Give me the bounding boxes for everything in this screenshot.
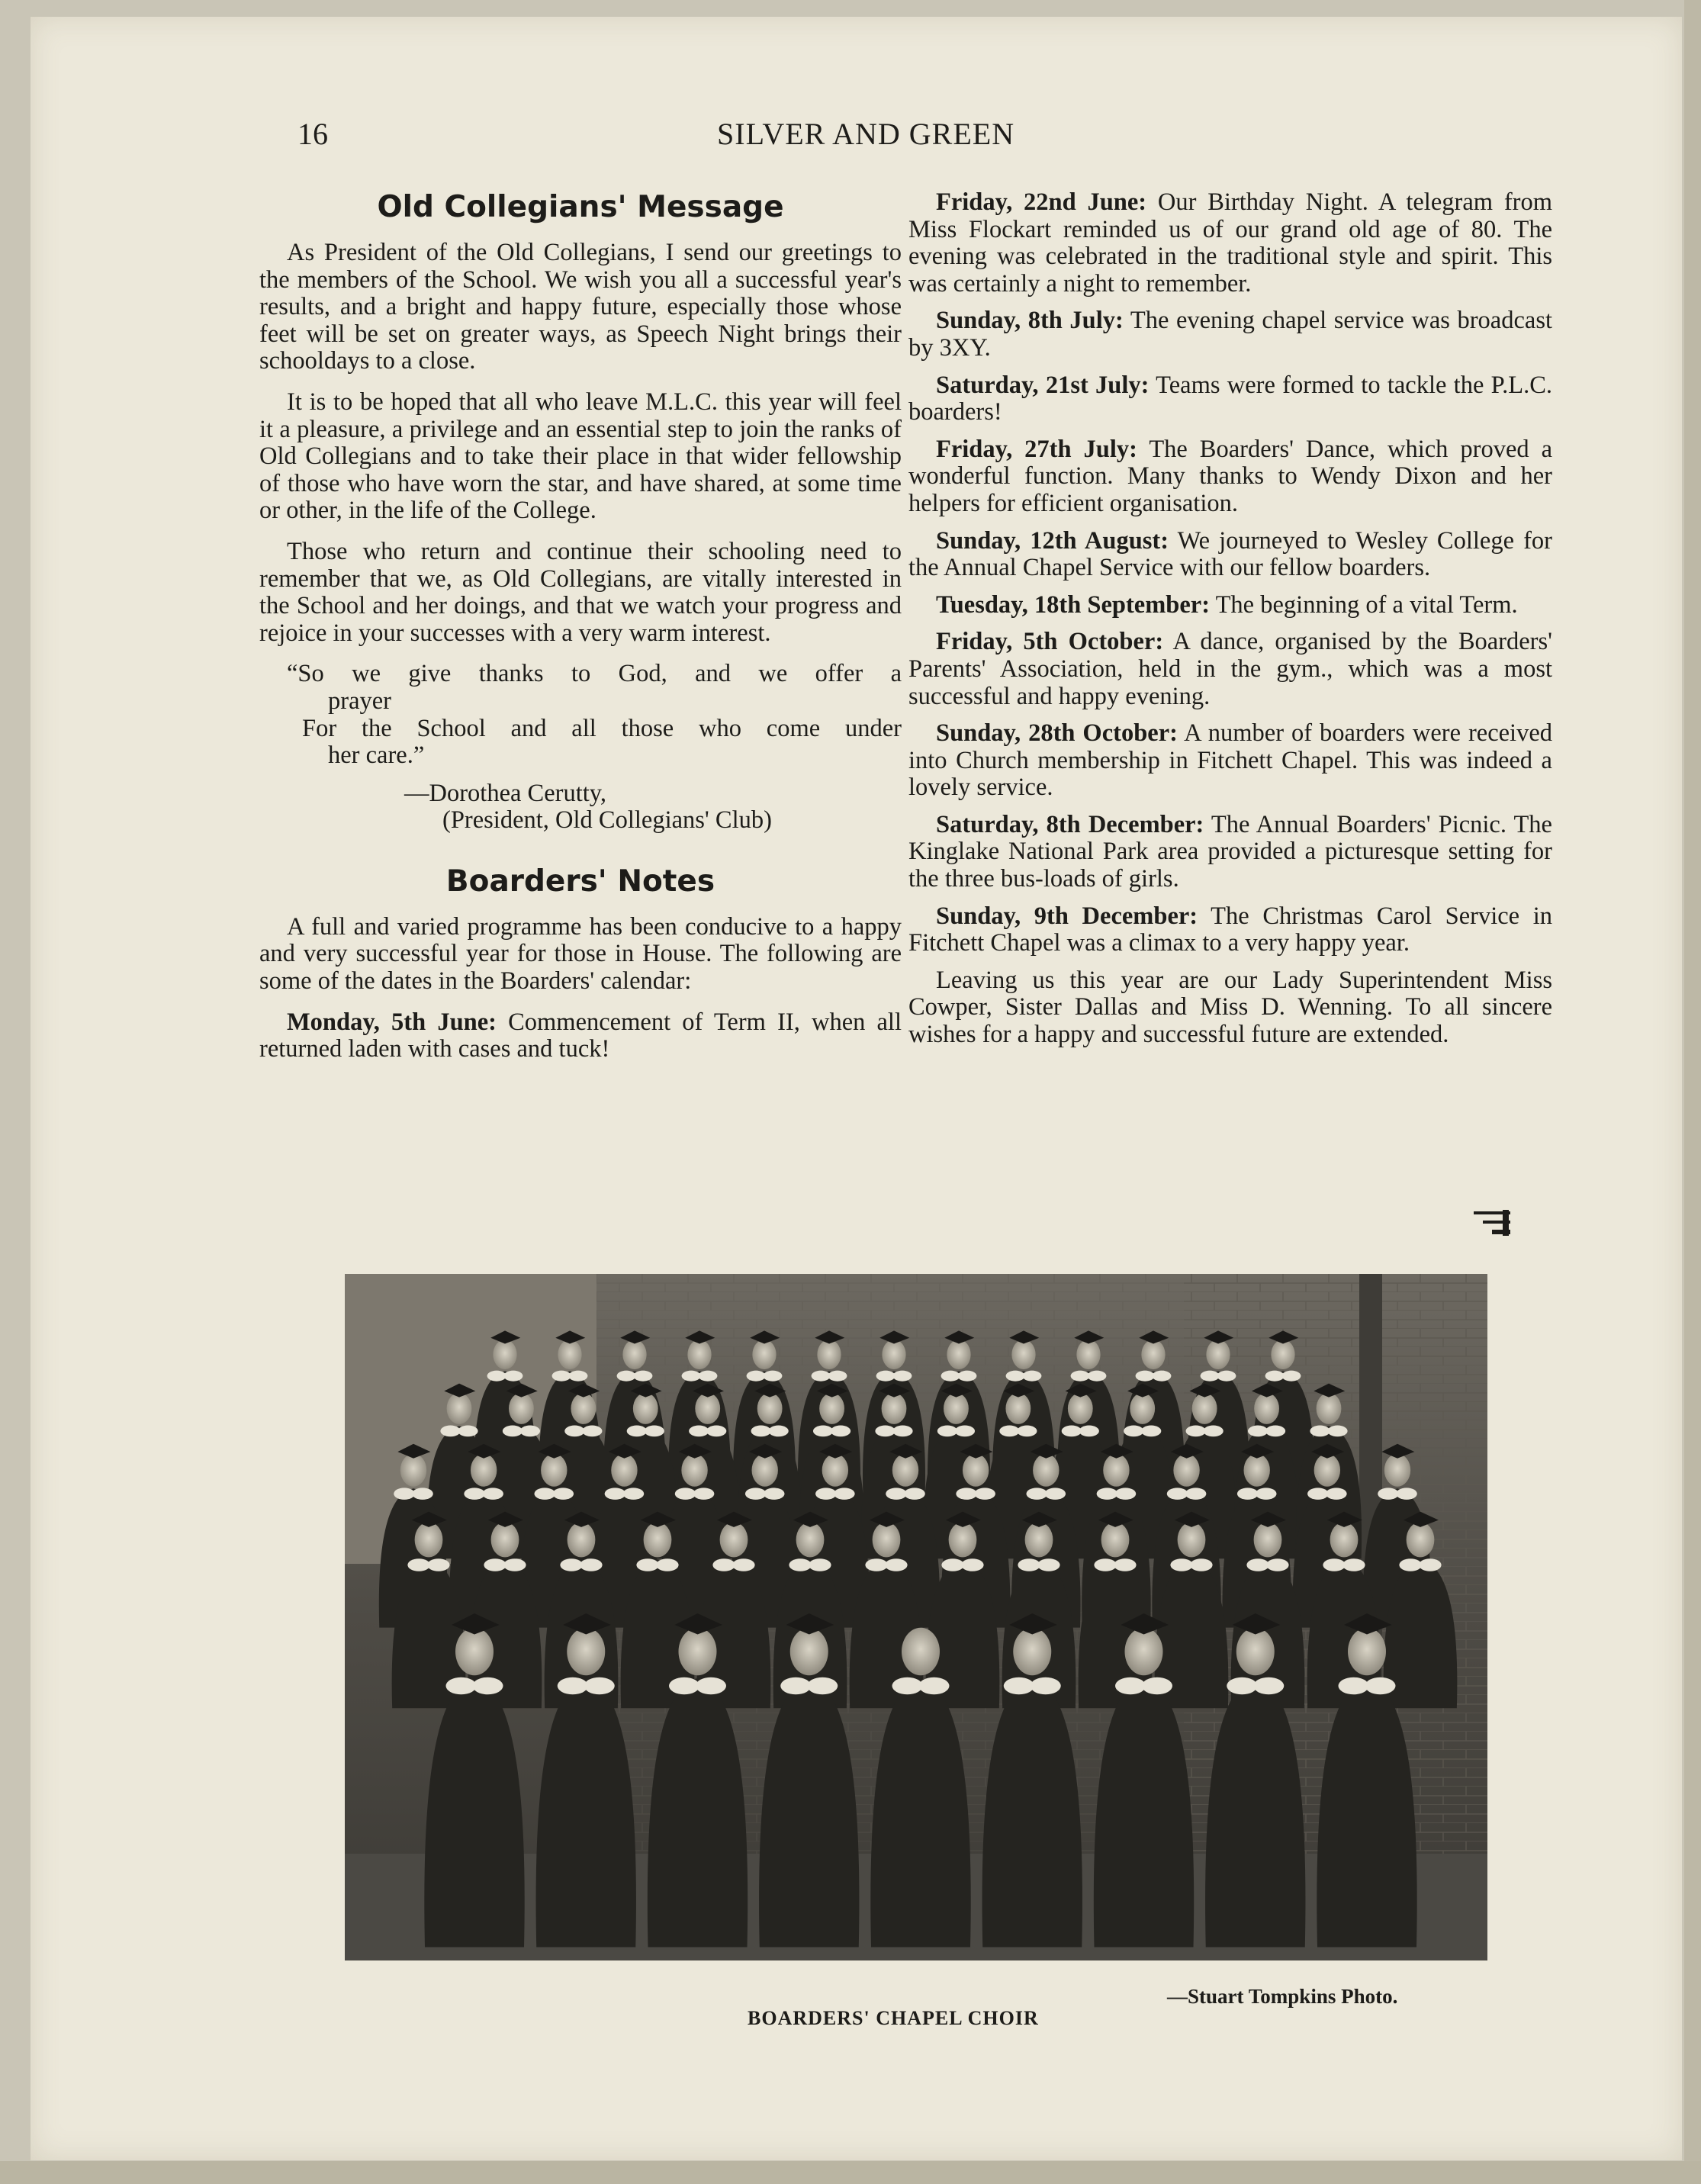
calendar-entry [259,1009,902,1063]
old-collegians-heading: Old Collegians' Message [377,190,784,224]
entry-date: Friday, 27th July: [936,435,1137,463]
entry-date: Sunday, 8th July: [936,307,1124,335]
scan-bottom-edge [0,2161,1701,2184]
calendar-entry [908,592,1552,619]
calendar-entry [908,812,1552,893]
entry-text: Teams were formed to tackle the P.L.C. boarders! [908,371,1553,426]
poem [259,661,902,769]
paragraph: Those who return and continue their schooling need to remember that we, as Old Collegians, are vitally interested in the School and her doings, and that we watch your progress and rejoice in your successes with a very warm interest. [259,537,902,647]
page-number: 16 [297,117,328,151]
entry-text: Our Birthday Night. A telegram from Miss Flockart reminded us of our grand old age of 80. The evening was celebrated in the traditional style and spirit. This was certainly a night to remember. [908,188,1552,298]
calendar-entry [908,436,1552,518]
entry-date: Sunday, 12th August: [936,526,1169,555]
entry-date: Friday, 22nd June: [936,188,1147,216]
entry-text: The beginning of a vital Term. [1210,590,1518,619]
poem-line: her care.” [328,741,425,770]
poem-line: prayer [328,687,391,715]
choir-photo-image [345,1274,1487,1960]
running-title: SILVER AND GREEN [717,117,1015,151]
end-mark-icon [1472,1207,1512,1242]
entry-date: Sunday, 28th October: [936,719,1178,748]
signature-role: (President, Old Collegians' Club) [442,806,772,835]
photo-caption: BOARDERS' CHAPEL CHOIR [748,2007,1039,2029]
entry-date: Saturday, 21st July: [936,371,1150,399]
entry-text: The Christmas Carol Service in Fitchett Chapel was a climax to a very happy year. [908,902,1552,957]
magazine-page [31,17,1682,2160]
left-column [259,189,902,1073]
entry-text: We journeyed to Wesley College for the Annual Chapel Service with our fellow boarders. [908,526,1552,582]
calendar-entry [908,720,1552,802]
entry-text: A number of boarders were received into Church membership in Fitchett Chapel. This was indeed a lovely service. [908,719,1552,802]
right-column [908,189,1552,1059]
paragraph: A full and varied programme has been conducive to a happy and very successful year for those in House. The following are some of the dates in the Boarders' calendar: [259,912,902,996]
photo-credit: —Stuart Tompkins Photo. [1167,1985,1398,2008]
boarders-notes-heading: Boarders' Notes [445,864,715,899]
calendar-entry [908,629,1552,710]
entry-date: Saturday, 8th December: [936,810,1204,838]
scan-right-edge [1684,0,1701,2184]
entry-date: Sunday, 9th December: [936,902,1198,930]
entry-date: Monday, 5th June: [287,1008,497,1036]
entry-date: Tuesday, 18th September: [936,590,1211,619]
calendar-entry [908,189,1552,298]
entry-text: The evening chapel service was broadcast by 3XY. [908,307,1552,362]
entry-text: The Annual Boarders' Picnic. The Kinglake National Park area provided a picturesque setting for the three bus-loads of girls. [908,810,1552,893]
closing-paragraph: Leaving us this year are our Lady Superintendent Miss Cowper, Sister Dallas and Miss D. Wenning. To all sincere wishes for a happy and successful future are extended. [908,966,1552,1049]
paragraph: It is to be hoped that all who leave M.L.C. this year will feel it a pleasure, a privilege and an essential step to join the ranks of Old Collegians and to take their place in that wider fellowship of those who have worn the star, and have shared, at some time or other, in the life of the College. [259,388,902,525]
poem-line: “So we give thanks to God, and we offer a [287,660,902,688]
paragraph: As President of the Old Collegians, I send our greetings to the members of the School. We wish you all a successful year's results, and a bright and happy future, especially those whose feet will be set on greater ways, as Speech Night brings their schooldays to a close. [259,239,902,375]
entry-text: The Boarders' Dance, which proved a wonderful function. Many thanks to Wendy Dixon and her helpers for efficient organisation. [908,435,1552,517]
choir-photograph [345,1274,1487,1960]
poem-line: For the School and all those who come under [302,714,902,742]
entry-text: A dance, organised by the Boarders' Parents' Association, held in the gym., which was a most successful and happy evening. [908,628,1552,710]
page-header [31,116,1682,162]
calendar-entry [908,528,1552,582]
calendar-entry [908,307,1552,362]
signature: —Dorothea Cerutty, [404,779,607,807]
calendar-entry [908,372,1552,426]
entry-text: Commencement of Term II, when all returned laden with cases and tuck! [259,1008,902,1063]
calendar-entry [908,903,1552,957]
entry-date: Friday, 5th October: [936,628,1164,656]
